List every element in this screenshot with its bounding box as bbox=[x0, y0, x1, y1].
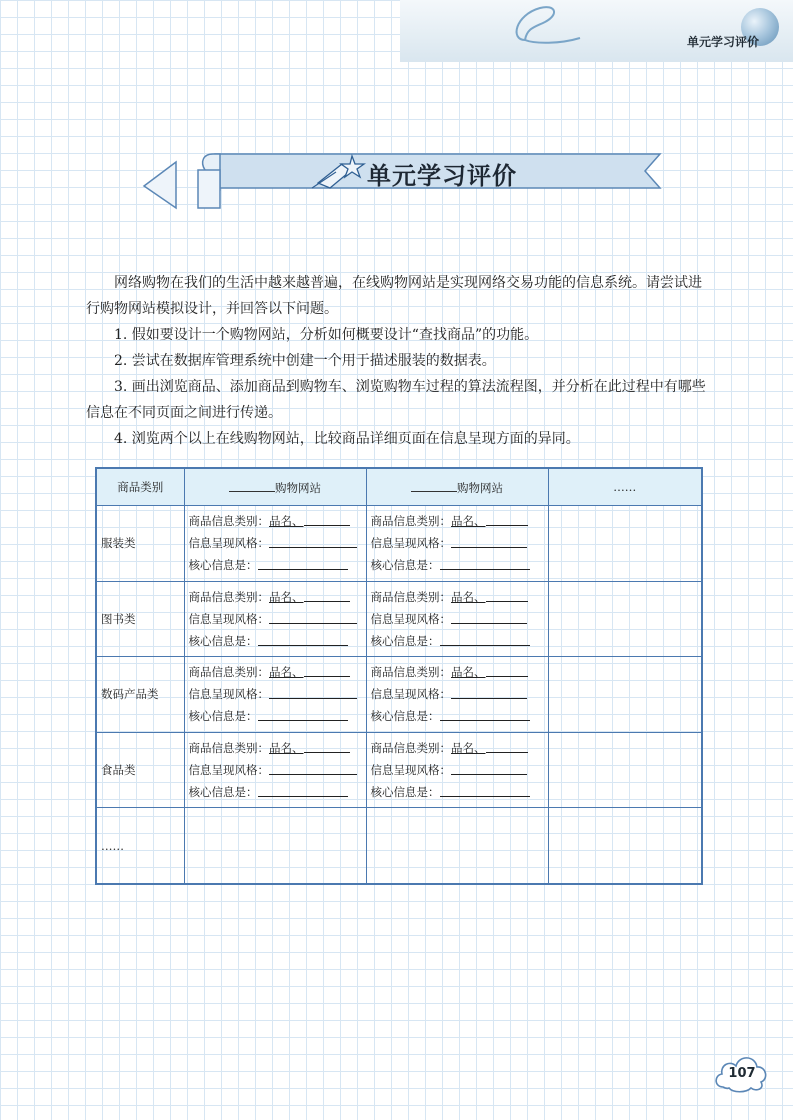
empty-cell[interactable] bbox=[548, 657, 702, 733]
site-cell: 商品信息类别：品名、 信息呈现风格： 核心信息是： bbox=[184, 506, 366, 582]
intro-text bbox=[86, 270, 712, 452]
table-row bbox=[96, 506, 702, 582]
site-cell: 商品信息类别：品名、 信息呈现风格： 核心信息是： bbox=[184, 581, 366, 657]
site-cell: 商品信息类别：品名、 信息呈现风格： 核心信息是： bbox=[366, 506, 548, 582]
table-row bbox=[96, 808, 702, 884]
table-header-row bbox=[96, 468, 702, 506]
table-row bbox=[96, 732, 702, 808]
header-more: …… bbox=[548, 468, 702, 506]
row-category: 服装类 bbox=[96, 506, 184, 582]
header-site-1: 购物网站 bbox=[184, 468, 366, 506]
section-title: 单元学习评价 bbox=[367, 162, 517, 190]
question-1: 1. 假如要设计一个购物网站，分析如何概要设计“查找商品”的功能。 bbox=[114, 327, 539, 343]
table-row bbox=[96, 657, 702, 733]
row-category: 数码产品类 bbox=[96, 657, 184, 733]
header-site-2: 购物网站 bbox=[366, 468, 548, 506]
empty-cell[interactable] bbox=[548, 581, 702, 657]
question-4: 4. 浏览两个以上在线购物网站，比较商品详细页面在信息呈现方面的异同。 bbox=[114, 431, 580, 447]
empty-cell[interactable] bbox=[366, 808, 548, 884]
site-cell: 商品信息类别：品名、 信息呈现风格： 核心信息是： bbox=[366, 581, 548, 657]
site-cell: 商品信息类别：品名、 信息呈现风格： 核心信息是： bbox=[184, 657, 366, 733]
site-cell: 商品信息类别：品名、 信息呈现风格： 核心信息是： bbox=[184, 732, 366, 808]
site-name-blank[interactable] bbox=[411, 479, 457, 492]
empty-cell[interactable] bbox=[548, 506, 702, 582]
question-3: 3. 画出浏览商品、添加商品到购物车、浏览购物车过程的算法流程图，并分析在此过程中有哪些信息在不同页面之间进行传递。 bbox=[86, 379, 706, 421]
site-name-blank[interactable] bbox=[229, 479, 275, 492]
empty-cell[interactable] bbox=[184, 808, 366, 884]
header-band bbox=[400, 0, 793, 62]
site-cell: 商品信息类别：品名、 信息呈现风格： 核心信息是： bbox=[366, 732, 548, 808]
table-row bbox=[96, 581, 702, 657]
header-swoosh-icon bbox=[505, 0, 585, 50]
row-category: 图书类 bbox=[96, 581, 184, 657]
empty-cell[interactable] bbox=[548, 808, 702, 884]
header-category: 商品类别 bbox=[96, 468, 184, 506]
row-category: 食品类 bbox=[96, 732, 184, 808]
question-2: 2. 尝试在数据库管理系统中创建一个用于描述服装的数据表。 bbox=[114, 353, 496, 369]
row-category: …… bbox=[96, 808, 184, 884]
site-cell: 商品信息类别：品名、 信息呈现风格： 核心信息是： bbox=[366, 657, 548, 733]
empty-cell[interactable] bbox=[548, 732, 702, 808]
running-header: 单元学习评价 bbox=[686, 35, 759, 49]
intro-paragraph: 网络购物在我们的生活中越来越普遍，在线购物网站是实现网络交易功能的信息系统。请尝试进行购物网站模拟设计，并回答以下问题。 bbox=[86, 275, 702, 317]
evaluation-table bbox=[95, 467, 703, 885]
page-number: 107 bbox=[728, 1066, 756, 1081]
